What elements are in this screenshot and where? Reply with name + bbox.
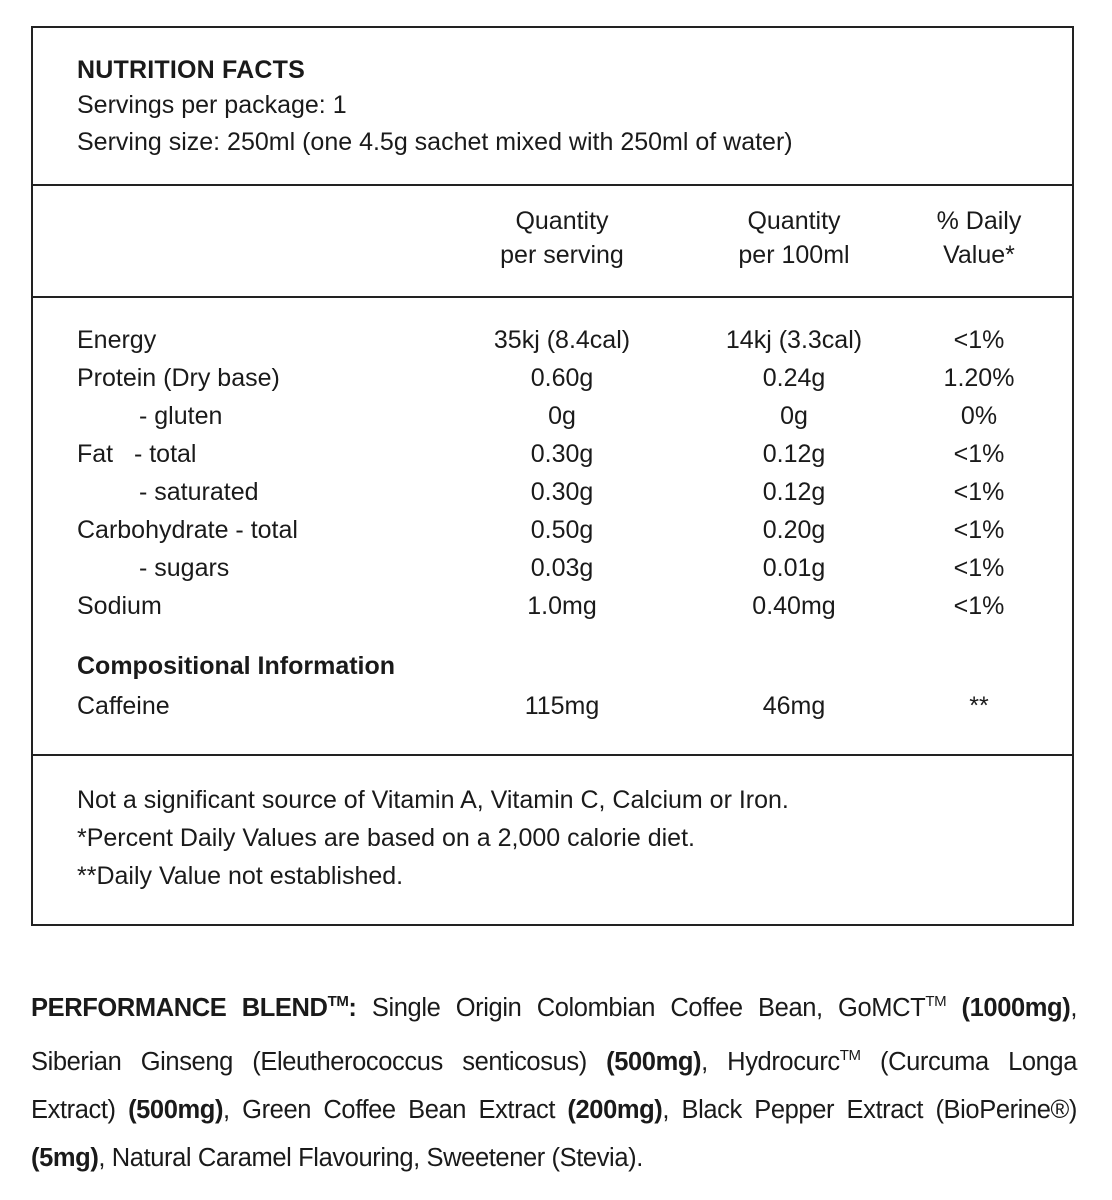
table-row: Fat - total 0.30g 0.12g <1% xyxy=(77,440,1005,468)
table-row: Sodium 1.0mg 0.40mg <1% xyxy=(77,592,1005,620)
table-row: - sugars 0.03g 0.01g <1% xyxy=(139,554,1005,582)
table-row: Caffeine 115mg 46mg ** xyxy=(77,692,989,720)
nutrient-table xyxy=(33,298,1072,756)
panel-header xyxy=(33,28,1072,186)
panel-footnotes xyxy=(33,756,1072,926)
table-row: - saturated 0.30g 0.12g <1% xyxy=(139,478,1005,506)
table-row: - gluten 0g 0g 0% xyxy=(139,402,998,430)
table-row: Energy 35kj (8.4cal) 14kj (3.3cal) <1% xyxy=(77,326,1005,354)
table-row: Carbohydrate - total 0.50g 0.20g <1% xyxy=(77,516,1005,544)
col-per-100ml: Quantity per 100ml xyxy=(738,207,850,269)
col-daily-value: % Daily Value* xyxy=(936,207,1022,269)
footnote: Not a significant source of Vitamin A, Vitamin C, Calcium or Iron. xyxy=(77,786,789,814)
table-row: Protein (Dry base) 0.60g 0.24g 1.20% xyxy=(77,364,1015,392)
panel-title: NUTRITION FACTS xyxy=(77,56,305,84)
nutrition-panel xyxy=(31,26,1074,926)
performance-blend-ingredients: PERFORMANCE BLEND™: Single Origin Colombian Coffee Bean, GoMCT™ (1000mg), Siberian Ginseng (Eleutherococcus senticosus) (500mg), Hydrocurc™ (Curcuma Longa Extract) (500mg), Green Coffee Bean Extract (200mg), Black Pepper Extract (BioPerine®) (5mg), Natural Caramel Flavouring, Sweetener (Stevia). xyxy=(31,993,1077,1172)
compositional-title: Compositional Information xyxy=(77,652,396,680)
col-per-serving: Quantity per serving xyxy=(500,207,624,269)
serving-size: Serving size: 250ml (one 4.5g sachet mixed with 250ml of water) xyxy=(77,128,793,156)
servings-per-package: Servings per package: 1 xyxy=(77,91,347,119)
footnote: *Percent Daily Values are based on a 2,000 calorie diet. xyxy=(77,824,695,852)
column-headers xyxy=(33,186,1072,298)
footnote: **Daily Value not established. xyxy=(77,862,404,890)
